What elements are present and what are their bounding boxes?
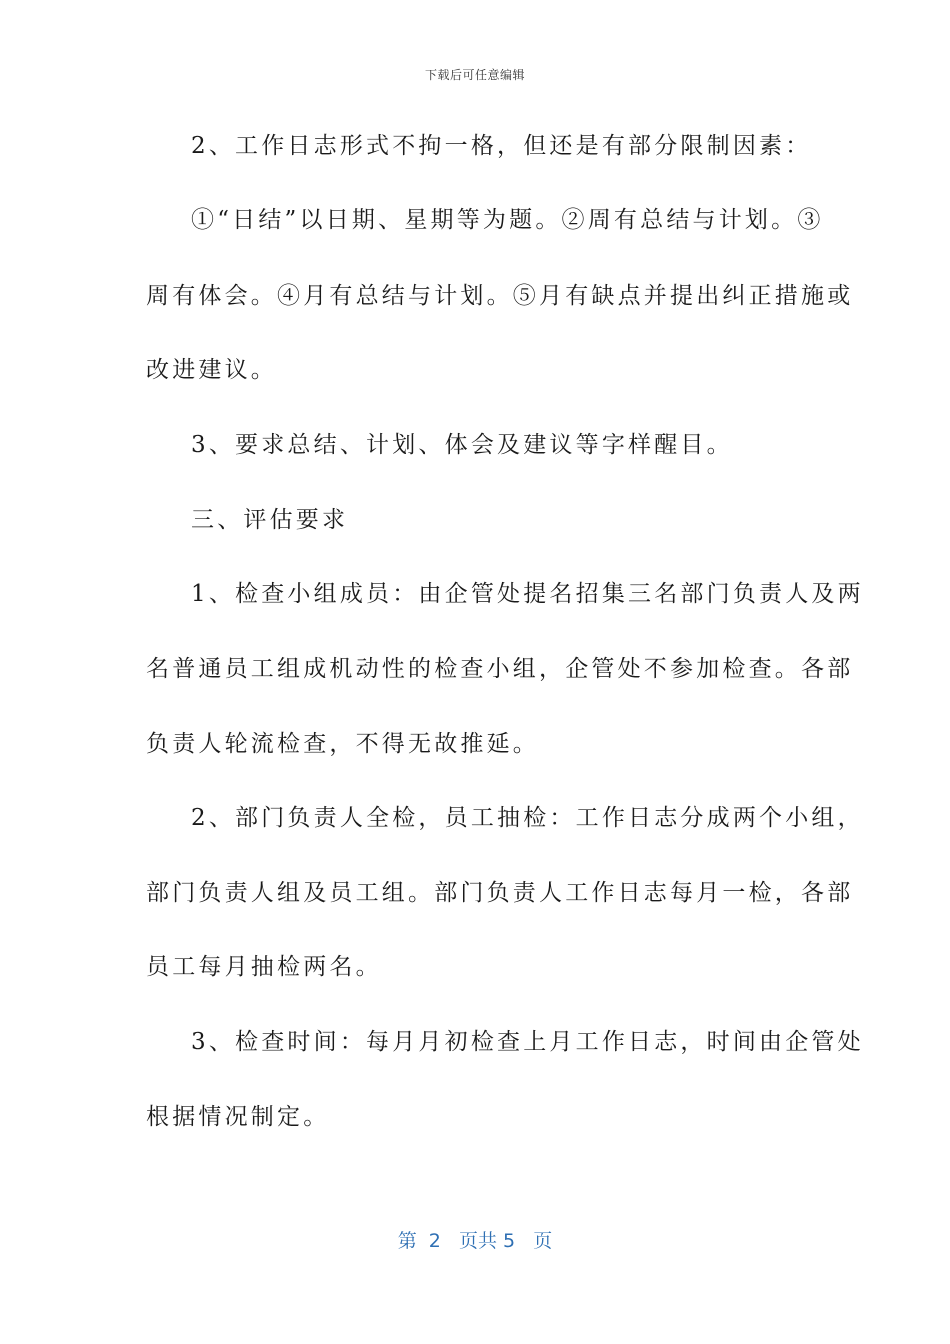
- paragraph-line: 部门负责人组及员工组。部门负责人工作日志每月一检，各部: [146, 880, 854, 906]
- paragraph-line: 1、检查小组成员：由企管处提名招集三名部门负责人及两: [191, 581, 864, 607]
- paragraph-line: 2、部门负责人全检，员工抽检：工作日志分成两个小组，: [191, 805, 864, 831]
- page-number-footer: 第 2 页共 5 页: [397, 1230, 553, 1252]
- paragraph-line: 3、检查时间：每月月初检查上月工作日志，时间由企管处: [191, 1029, 864, 1055]
- paragraph-line: 员工每月抽检两名。: [146, 954, 382, 980]
- page-header-note: 下载后可任意编辑: [424, 68, 525, 82]
- paragraph-line: 3、要求总结、计划、体会及建议等字样醒目。: [191, 432, 733, 458]
- paragraph-line: 负责人轮流检查，不得无故推延。: [146, 731, 539, 757]
- paragraph-line: 名普通员工组成机动性的检查小组，企管处不参加检查。各部: [146, 656, 854, 682]
- paragraph-line: 改进建议。: [146, 357, 277, 383]
- paragraph-line: 2、工作日志形式不拘一格，但还是有部分限制因素：: [191, 133, 812, 159]
- paragraph-line: ①“日结”以日期、星期等为题。②周有总结与计划。③: [191, 207, 824, 233]
- section-heading: 三、评估要求: [191, 507, 349, 533]
- paragraph-line: 根据情况制定。: [146, 1104, 330, 1130]
- paragraph-line: 周有体会。④月有总结与计划。⑤月有缺点并提出纠正措施或: [146, 283, 854, 309]
